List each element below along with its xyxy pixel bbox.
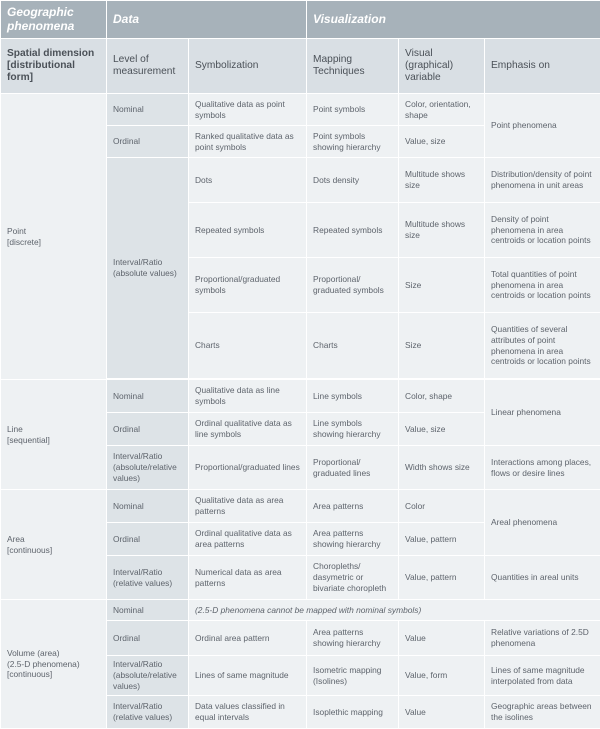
header-mapping-techniques: Mapping Techniques bbox=[307, 39, 399, 94]
emphasis-cell: Density of point phenomena in area centroids or location points bbox=[485, 203, 600, 258]
header-visualization: Visualization bbox=[307, 1, 600, 39]
emphasis-cell: Interactions among places, flows or desire lines bbox=[485, 446, 600, 490]
level-cell: Nominal bbox=[107, 600, 189, 621]
technique-cell: Area patterns showing hierarchy bbox=[307, 621, 399, 656]
technique-cell: Area patterns showing hierarchy bbox=[307, 523, 399, 556]
technique-cell: Charts bbox=[307, 313, 399, 379]
level-cell: Ordinal bbox=[107, 413, 189, 446]
symbolization-cell: Qualitative data as line symbols bbox=[189, 380, 307, 413]
variable-cell: Multitude shows size bbox=[399, 203, 485, 258]
emphasis-cell: Distribution/density of point phenomena in unit areas bbox=[485, 158, 600, 203]
variable-cell: Color bbox=[399, 490, 485, 523]
symbolization-cell: Qualitative data as point symbols bbox=[189, 94, 307, 126]
emphasis-cell: Lines of same magnitude interpolated from data bbox=[485, 656, 600, 696]
header-level-of-measurement: Level of measurement bbox=[107, 39, 189, 94]
variable-cell: Value bbox=[399, 621, 485, 656]
variable-cell: Value, size bbox=[399, 126, 485, 158]
symbolization-cell: Ordinal area pattern bbox=[189, 621, 307, 656]
table-row bbox=[1, 94, 600, 126]
symbolization-cell: Proportional/graduated lines bbox=[189, 446, 307, 490]
emphasis-cell: Linear phenomena bbox=[485, 380, 600, 446]
table-row bbox=[1, 490, 600, 523]
symbolization-cell: Ranked qualitative data as point symbols bbox=[189, 126, 307, 158]
variable-cell: Size bbox=[399, 313, 485, 379]
symbolization-cell: Numerical data as area patterns bbox=[189, 556, 307, 600]
symbolization-cell: Ordinal qualitative data as area patterns bbox=[189, 523, 307, 556]
variable-cell: Multitude shows size bbox=[399, 158, 485, 203]
technique-cell: Proportional/ graduated symbols bbox=[307, 258, 399, 313]
symbolization-cell: Lines of same magnitude bbox=[189, 656, 307, 696]
emphasis-cell: Quantities in areal units bbox=[485, 556, 600, 600]
dimension-line: Line [sequential] bbox=[1, 380, 107, 490]
level-cell: Interval/Ratio (absolute/relative values) bbox=[107, 656, 189, 696]
symbolization-cell: Repeated symbols bbox=[189, 203, 307, 258]
emphasis-cell: Point phenomena bbox=[485, 94, 600, 158]
symbolization-cell: Qualitative data as area patterns bbox=[189, 490, 307, 523]
level-cell: Ordinal bbox=[107, 621, 189, 656]
variable-cell: Color, orientation, shape bbox=[399, 94, 485, 126]
technique-cell: Repeated symbols bbox=[307, 203, 399, 258]
table-row bbox=[1, 380, 600, 413]
variable-cell: Value, size bbox=[399, 413, 485, 446]
level-cell: Interval/Ratio (relative values) bbox=[107, 696, 189, 729]
symbolization-cell: Ordinal qualitative data as line symbols bbox=[189, 413, 307, 446]
technique-cell: Choropleths/ dasymetric or bivariate choropleth bbox=[307, 556, 399, 600]
emphasis-cell: Geographic areas between the isolines bbox=[485, 696, 600, 729]
header-row-columns bbox=[1, 39, 600, 94]
level-cell: Nominal bbox=[107, 380, 189, 413]
technique-cell: Line symbols showing hierarchy bbox=[307, 413, 399, 446]
variable-cell: Value bbox=[399, 696, 485, 729]
header-spatial-dimension: Spatial dimension [distributional form] bbox=[1, 39, 107, 94]
header-row-groups bbox=[1, 1, 600, 39]
technique-cell: Line symbols bbox=[307, 380, 399, 413]
level-cell: Interval/Ratio (absolute/relative values) bbox=[107, 446, 189, 490]
table-row bbox=[1, 600, 600, 621]
technique-cell: Isoplethic mapping bbox=[307, 696, 399, 729]
variable-cell: Size bbox=[399, 258, 485, 313]
technique-cell: Point symbols bbox=[307, 94, 399, 126]
emphasis-cell: Total quantities of point phenomena in area centroids or location points bbox=[485, 258, 600, 313]
dimension-point: Point [discrete] bbox=[1, 94, 107, 380]
variable-cell: Width shows size bbox=[399, 446, 485, 490]
dimension-volume: Volume (area) (2.5-D phenomena) [continuous] bbox=[1, 600, 107, 729]
variable-cell: Value, pattern bbox=[399, 556, 485, 600]
level-cell: Ordinal bbox=[107, 523, 189, 556]
symbolization-cell: Proportional/graduated symbols bbox=[189, 258, 307, 313]
emphasis-cell: Quantities of several attributes of point phenomena in area centroids or location points bbox=[485, 313, 600, 379]
level-cell: Interval/Ratio (relative values) bbox=[107, 556, 189, 600]
emphasis-cell: Relative variations of 2.5D phenomena bbox=[485, 621, 600, 656]
technique-cell: Point symbols showing hierarchy bbox=[307, 126, 399, 158]
symbolization-cell: Data values classified in equal intervals bbox=[189, 696, 307, 729]
technique-cell: Proportional/ graduated lines bbox=[307, 446, 399, 490]
technique-cell: Isometric mapping (Isolines) bbox=[307, 656, 399, 696]
header-geographic-phenomena: Geographic phenomena bbox=[1, 1, 107, 39]
symbolization-cell: Dots bbox=[189, 158, 307, 203]
level-cell: Ordinal bbox=[107, 126, 189, 158]
technique-cell: Dots density bbox=[307, 158, 399, 203]
nominal-note: (2.5-D phenomena cannot be mapped with nominal symbols) bbox=[189, 600, 600, 621]
header-data: Data bbox=[107, 1, 307, 39]
header-symbolization: Symbolization bbox=[189, 39, 307, 94]
level-cell: Interval/Ratio (absolute values) bbox=[107, 158, 189, 379]
variable-cell: Value, form bbox=[399, 656, 485, 696]
header-visual-variable: Visual (graphical) variable bbox=[399, 39, 485, 94]
emphasis-cell: Areal phenomena bbox=[485, 490, 600, 556]
level-cell: Nominal bbox=[107, 490, 189, 523]
symbolization-cell: Charts bbox=[189, 313, 307, 379]
level-cell: Nominal bbox=[107, 94, 189, 126]
variable-cell: Value, pattern bbox=[399, 523, 485, 556]
header-emphasis-on: Emphasis on bbox=[485, 39, 600, 94]
technique-cell: Area patterns bbox=[307, 490, 399, 523]
dimension-area: Area [continuous] bbox=[1, 490, 107, 600]
variable-cell: Color, shape bbox=[399, 380, 485, 413]
